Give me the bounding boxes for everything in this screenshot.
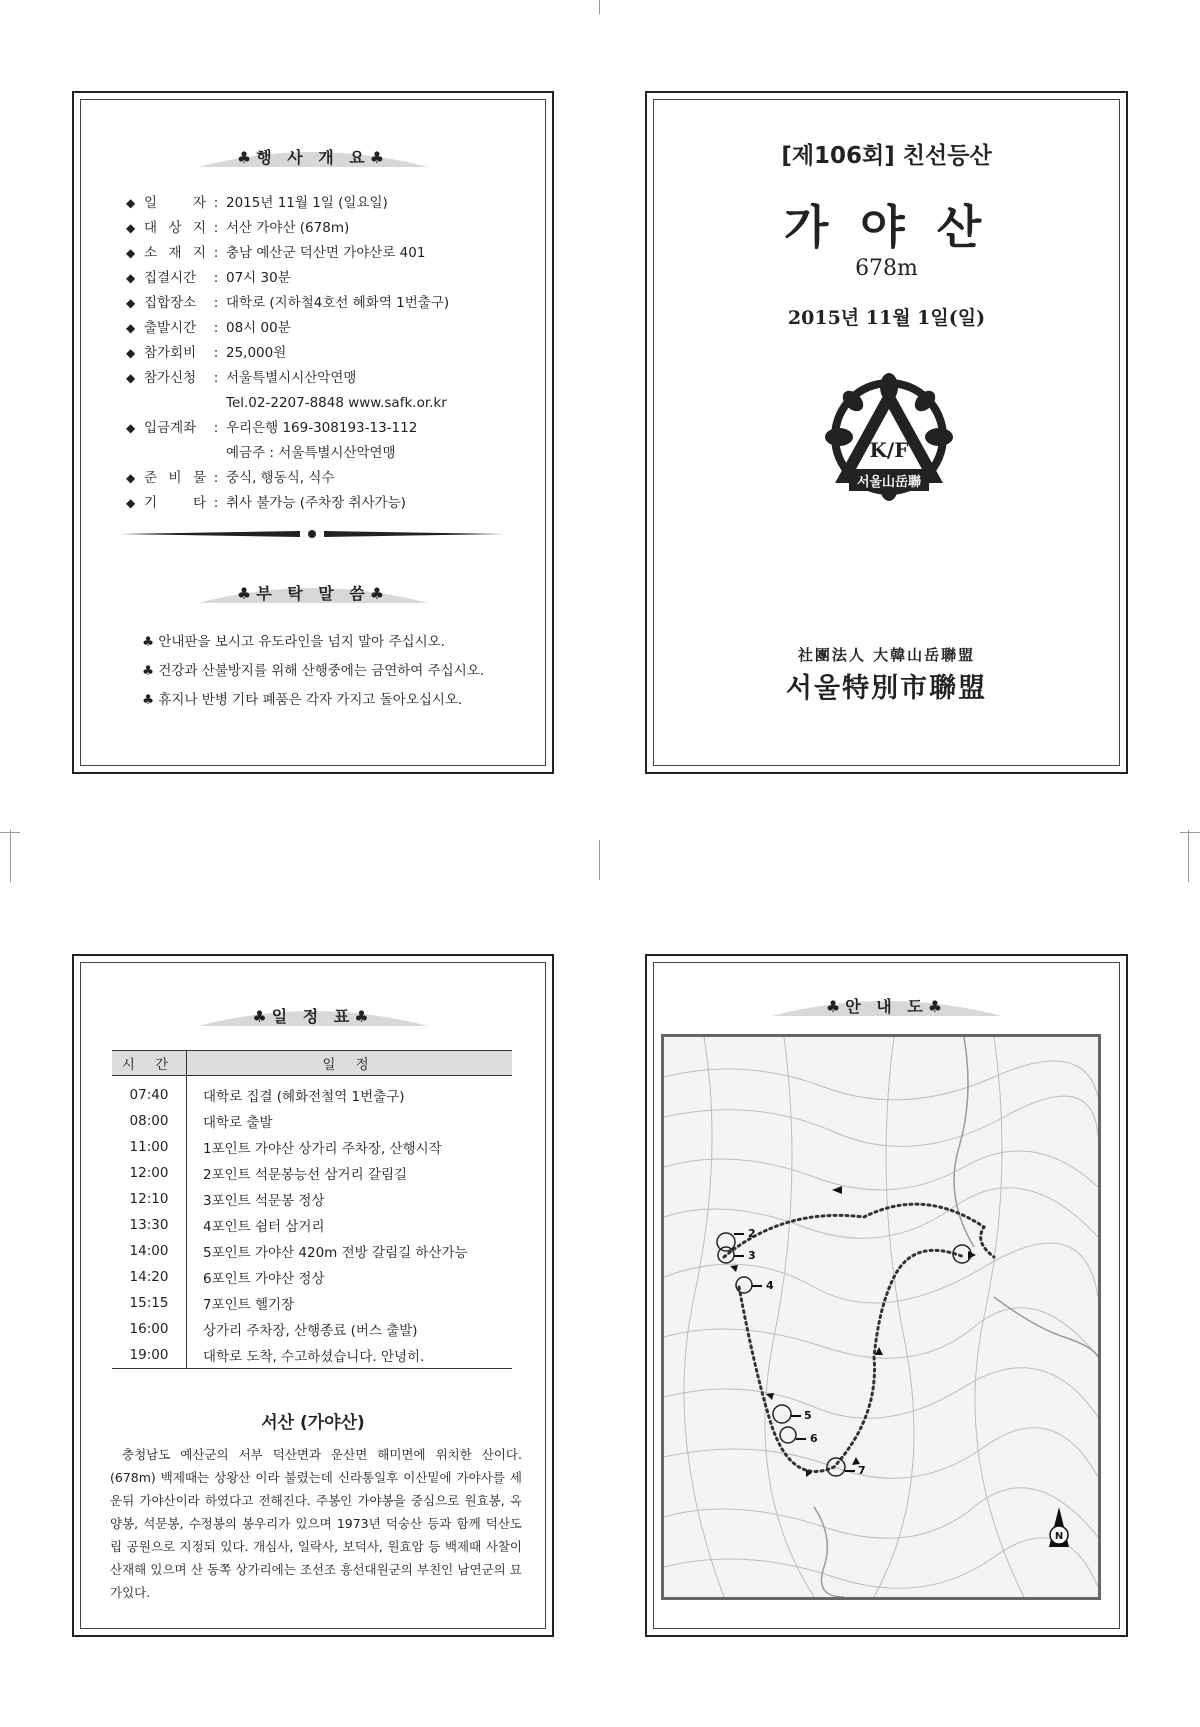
crop-mark xyxy=(599,840,600,880)
about-text: 충청남도 예산군의 서부 덕산면과 운산면 해미면에 위치한 산이다. (678m) 백제때는 상왕산 이라 불렸는데 신라통일후 이산밑에 가야사를 세운뒤 가야산이라 하였다고 전해진다. 주봉인 가야봉을 중심으로 원효봉, 옥양봉, 석문봉, 수정봉의 봉우리가 있으며 1973년 덕숭산 등과 함께 덕산도립 공원으로 지정되 있다. 개심사, 일락사, 보덕사, 원효암 등 백제때 사찰이 산재해 있으며 산 동쪽 상가리에는 조선조 흥선대원군의 부친인 남연군의 묘가있다. xyxy=(110,1447,522,1600)
info-account-holder: 예금주 : 서울특별시산악연맹 xyxy=(226,445,396,461)
schedule-time: 11:00 xyxy=(112,1134,187,1160)
info-row-meeting-time: ◆ 집결시간 : 07시 30분 xyxy=(126,270,291,286)
info-row-etc: ◆ 기 타 : 취사 불가능 (주차장 취사가능) xyxy=(126,495,406,511)
info-row-location: ◆ 소 재 지 : 충남 예산군 덕산면 가야산로 401 xyxy=(126,245,426,261)
schedule-row xyxy=(112,1160,512,1186)
ornament-divider xyxy=(120,529,504,539)
schedule-row xyxy=(112,1134,512,1160)
schedule-plan: 대학로 집결 (혜화전철역 1번출구) xyxy=(203,1089,405,1105)
event-date: 2015년 11월 1일(일) xyxy=(787,307,986,329)
schedule-time: 08:00 xyxy=(112,1108,187,1134)
info-row-apply: ◆ 참가신청 : 서울특별시시산악연맹 xyxy=(126,370,357,386)
schedule-plan: 대학로 출발 xyxy=(203,1115,273,1131)
mountain-height: 678m xyxy=(855,256,918,281)
notes-heading: ♣부 탁 말 씀♣ xyxy=(236,584,390,603)
crop-mark xyxy=(1180,832,1200,833)
kf-emblem-icon xyxy=(819,365,959,505)
org-name-small: 社團法人 大韓山岳聯盟 xyxy=(797,646,976,664)
schedule-row xyxy=(112,1186,512,1212)
crop-mark xyxy=(10,830,11,882)
schedule-row xyxy=(112,1212,512,1238)
schedule-time: 12:00 xyxy=(112,1160,187,1186)
svg-text:3: 3 xyxy=(748,1249,756,1262)
schedule-row xyxy=(112,1108,512,1134)
schedule-time: 07:40 xyxy=(112,1076,187,1109)
info-row-supplies: ◆ 준 비 물 : 중식, 행동식, 식수 xyxy=(126,470,335,486)
overview-heading: ♣행 사 개 요♣ xyxy=(236,148,390,167)
note-item: ♣ 안내판을 보시고 유도라인을 넘지 말아 주십시오. xyxy=(142,634,445,650)
info-row-account: ◆ 입금계좌 : 우리은행 169-308193-13-112 xyxy=(126,420,418,436)
svg-text:4: 4 xyxy=(766,1279,774,1292)
schedule-row xyxy=(112,1290,512,1316)
schedule-plan: 4포인트 쉼터 삼거리 xyxy=(203,1219,325,1235)
overview-panel xyxy=(72,91,554,774)
schedule-time: 13:30 xyxy=(112,1212,187,1238)
schedule-table xyxy=(112,1050,512,1369)
schedule-plan: 6포인트 가야산 정상 xyxy=(203,1271,325,1287)
overview-list xyxy=(126,191,449,516)
info-row-departure: ◆ 출발시간 : 08시 00분 xyxy=(126,320,291,336)
info-row-meeting-place: ◆ 집합장소 : 대학로 (지하철4호선 혜화역 1번출구) xyxy=(126,295,450,311)
event-title: [제106회] 친선등산 xyxy=(781,143,992,169)
schedule-time: 16:00 xyxy=(112,1316,187,1342)
schedule-row xyxy=(112,1238,512,1264)
schedule-time: 14:20 xyxy=(112,1264,187,1290)
schedule-plan: 상가리 주차장, 산행종료 (버스 출발) xyxy=(203,1323,418,1339)
col-time-header: 시 간 xyxy=(112,1051,187,1076)
col-plan-header: 일 정 xyxy=(187,1051,513,1076)
svg-text:5: 5 xyxy=(804,1409,812,1422)
cover-panel xyxy=(645,91,1128,774)
schedule-plan: 대학로 도착, 수고하셨습니다. 안녕히. xyxy=(203,1349,425,1365)
schedule-time: 12:10 xyxy=(112,1186,187,1212)
schedule-plan: 7포인트 헬기장 xyxy=(203,1297,295,1313)
schedule-row xyxy=(112,1342,512,1369)
map-heading-tab xyxy=(772,992,1002,1016)
schedule-panel xyxy=(72,954,554,1637)
info-row-date: ◆ 일 자 : 2015년 11월 1일 (일요일) xyxy=(126,195,388,211)
schedule-row xyxy=(112,1264,512,1290)
about-title: 서산 (가야산) xyxy=(261,1413,365,1433)
map-heading: ♣안 내 도♣ xyxy=(825,997,948,1016)
crop-mark xyxy=(599,0,600,14)
schedule-plan: 5포인트 가야산 420m 전방 갈림길 하산가능 xyxy=(203,1245,468,1261)
svg-text:2: 2 xyxy=(748,1227,756,1240)
notes-list xyxy=(142,628,484,715)
info-apply-contact: Tel.02-2207-8848 www.safk.or.kr xyxy=(226,395,447,411)
svg-text:7: 7 xyxy=(858,1464,866,1477)
schedule-plan: 3포인트 석문봉 정상 xyxy=(203,1193,325,1209)
schedule-heading: ♣일 정 표♣ xyxy=(252,1007,374,1026)
org-name-large: 서울特別市聯盟 xyxy=(785,673,988,704)
info-row-destination: ◆ 대 상 지 : 서산 가야산 (678m) xyxy=(126,220,350,236)
svg-text:K/F: K/F xyxy=(869,438,909,462)
svg-text:6: 6 xyxy=(810,1432,818,1445)
info-row-fee: ◆ 참가회비 : 25,000원 xyxy=(126,345,287,361)
schedule-row xyxy=(112,1076,512,1109)
svg-text:서울山岳聯: 서울山岳聯 xyxy=(856,475,922,490)
schedule-time: 14:00 xyxy=(112,1238,187,1264)
mountain-name: 가 야 산 xyxy=(783,200,990,254)
schedule-time: 19:00 xyxy=(112,1342,187,1369)
north-arrow-icon xyxy=(1049,1507,1069,1547)
trail-map[interactable] xyxy=(661,1034,1101,1600)
overview-heading-tab xyxy=(198,143,428,167)
topographic-map-drawing xyxy=(664,1037,1098,1597)
schedule-time: 15:15 xyxy=(112,1290,187,1316)
note-item: ♣ 휴지나 반병 기타 폐품은 각자 가지고 돌아오십시오. xyxy=(142,692,463,708)
notes-heading-tab xyxy=(198,579,428,603)
schedule-plan: 1포인트 가야산 상가리 주차장, 산행시작 xyxy=(203,1141,442,1157)
schedule-plan: 2포인트 석문봉능선 삼거리 갈림길 xyxy=(203,1167,408,1183)
svg-text:N: N xyxy=(1054,1531,1064,1542)
schedule-heading-tab xyxy=(198,1002,428,1026)
schedule-row xyxy=(112,1316,512,1342)
note-item: ♣ 건강과 산불방지를 위해 산행중에는 금연하여 주십시오. xyxy=(142,663,485,679)
crop-mark xyxy=(1188,830,1189,882)
map-panel xyxy=(645,954,1128,1637)
